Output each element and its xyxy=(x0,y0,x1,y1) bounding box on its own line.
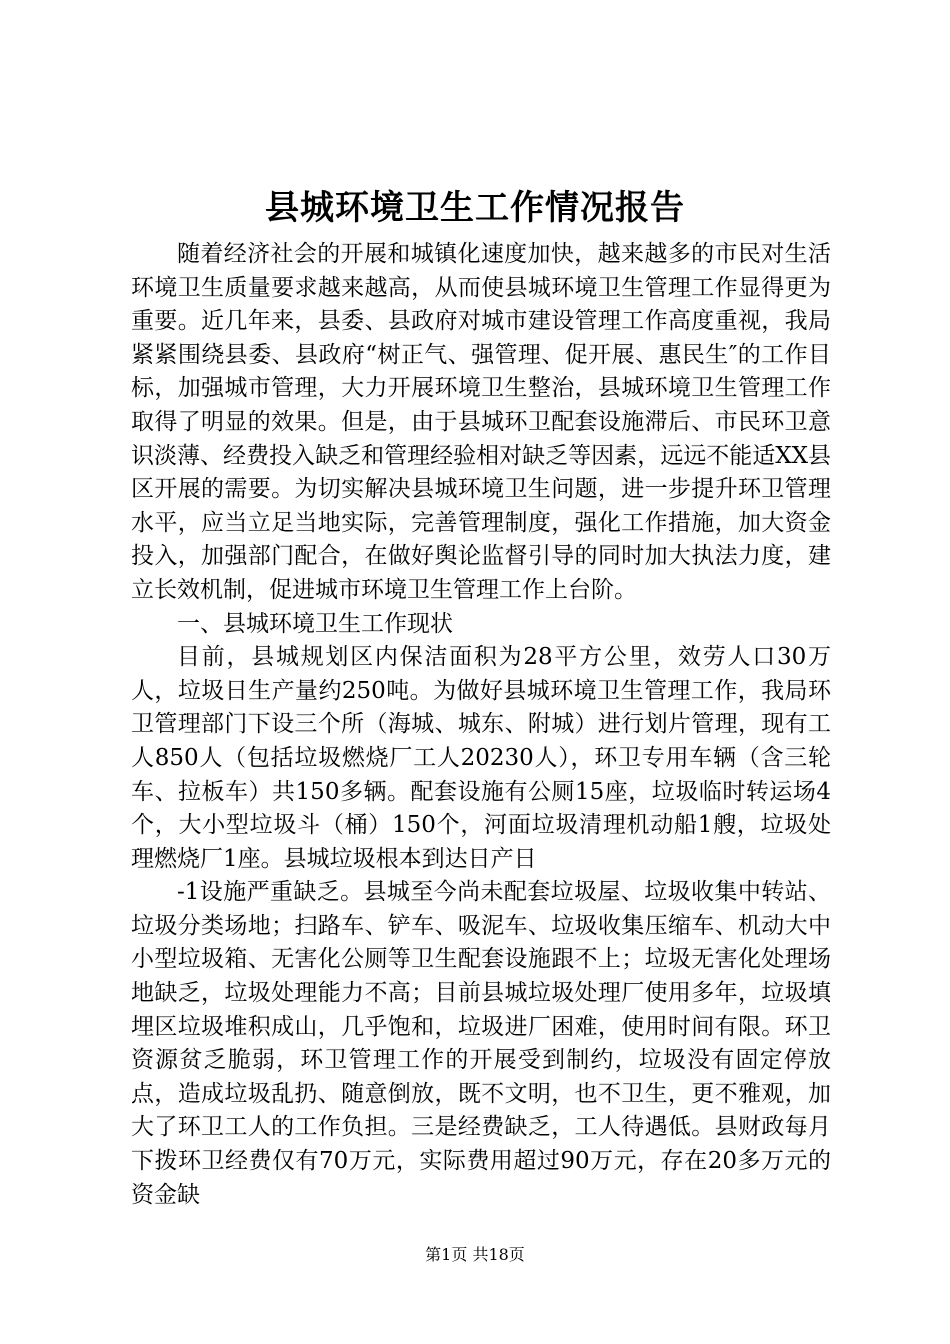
document-body xyxy=(131,238,831,1212)
document-title: 县城环境卫生工作情况报告 xyxy=(265,188,685,228)
section-heading-status: 一、县城环境卫生工作现状 xyxy=(177,610,453,637)
page-number-footer: 第1页 共18页 xyxy=(425,1245,525,1264)
paragraph-facilities-shortage: -1设施严重缺乏。县城至今尚未配套垃圾屋、垃圾收集中转站、垃圾分类场地；扫路车、铲车、吸泥车、垃圾收集压缩车、机动大中小型垃圾箱、无害化公厕等卫生配套设施跟不上；垃圾无害化处理场地缺乏，垃圾处理能力不高；目前县城垃圾处理厂使用多年，垃圾填埋区垃圾堆积成山，几乎饱和，垃圾进厂困难，使用时间有限。环卫资源贫乏脆弱，环卫管理工作的开展受到制约，垃圾没有固定停放点，造成垃圾乱扔、随意倒放，既不文明，也不卫生，更不雅观，加大了环卫工人的工作负担。三是经费缺乏，工人待遇低。县财政每月下拨环卫经费仅有70万元，实际费用超过90万元，存在20多万元的资金缺 xyxy=(131,879,831,1208)
paragraph-intro: 随着经济社会的开展和城镇化速度加快，越来越多的市民对生活环境卫生质量要求越来越高，从而使县城环境卫生管理工作显得更为重要。近几年来，县委、县政府对城市建设管理工作高度重视，我局紧紧围绕县委、县政府“树正气、强管理、促开展、惠民生″的工作目标，加强城市管理，大力开展环境卫生整治，县城环境卫生管理工作取得了明显的效果。但是，由于县城环卫配套设施滞后、市民环卫意识淡薄、经费投入缺乏和管理经验相对缺乏等因素，远远不能适XX县区开展的需要。为切实解决县城环境卫生问题，进一步提升环卫管理水平，应当立足当地实际，完善管理制度，强化工作措施，加大资金投入，加强部门配合，在做好舆论监督引导的同时加大执法力度，建立长效机制，促进城市环境卫生管理工作上台阶。 xyxy=(131,241,831,603)
paragraph-current-status: 目前，县城规划区内保洁面积为28平方公里，效劳人口30万人，垃圾日生产量约250吨。为做好县城环境卫生管理工作，我局环卫管理部门下设三个所（海城、城东、附城）进行划片管理，现有工人850人（包括垃圾燃烧厂工人20230人），环卫专用车辆（含三轮车、拉板车）共150多辆。配套设施有公厕15座，垃圾临时转运场4个，大小型垃圾斗（桶）150个，河面垃圾清理机动船1艘，垃圾处理燃烧厂1座。县城垃圾根本到达日产日 xyxy=(131,644,831,872)
